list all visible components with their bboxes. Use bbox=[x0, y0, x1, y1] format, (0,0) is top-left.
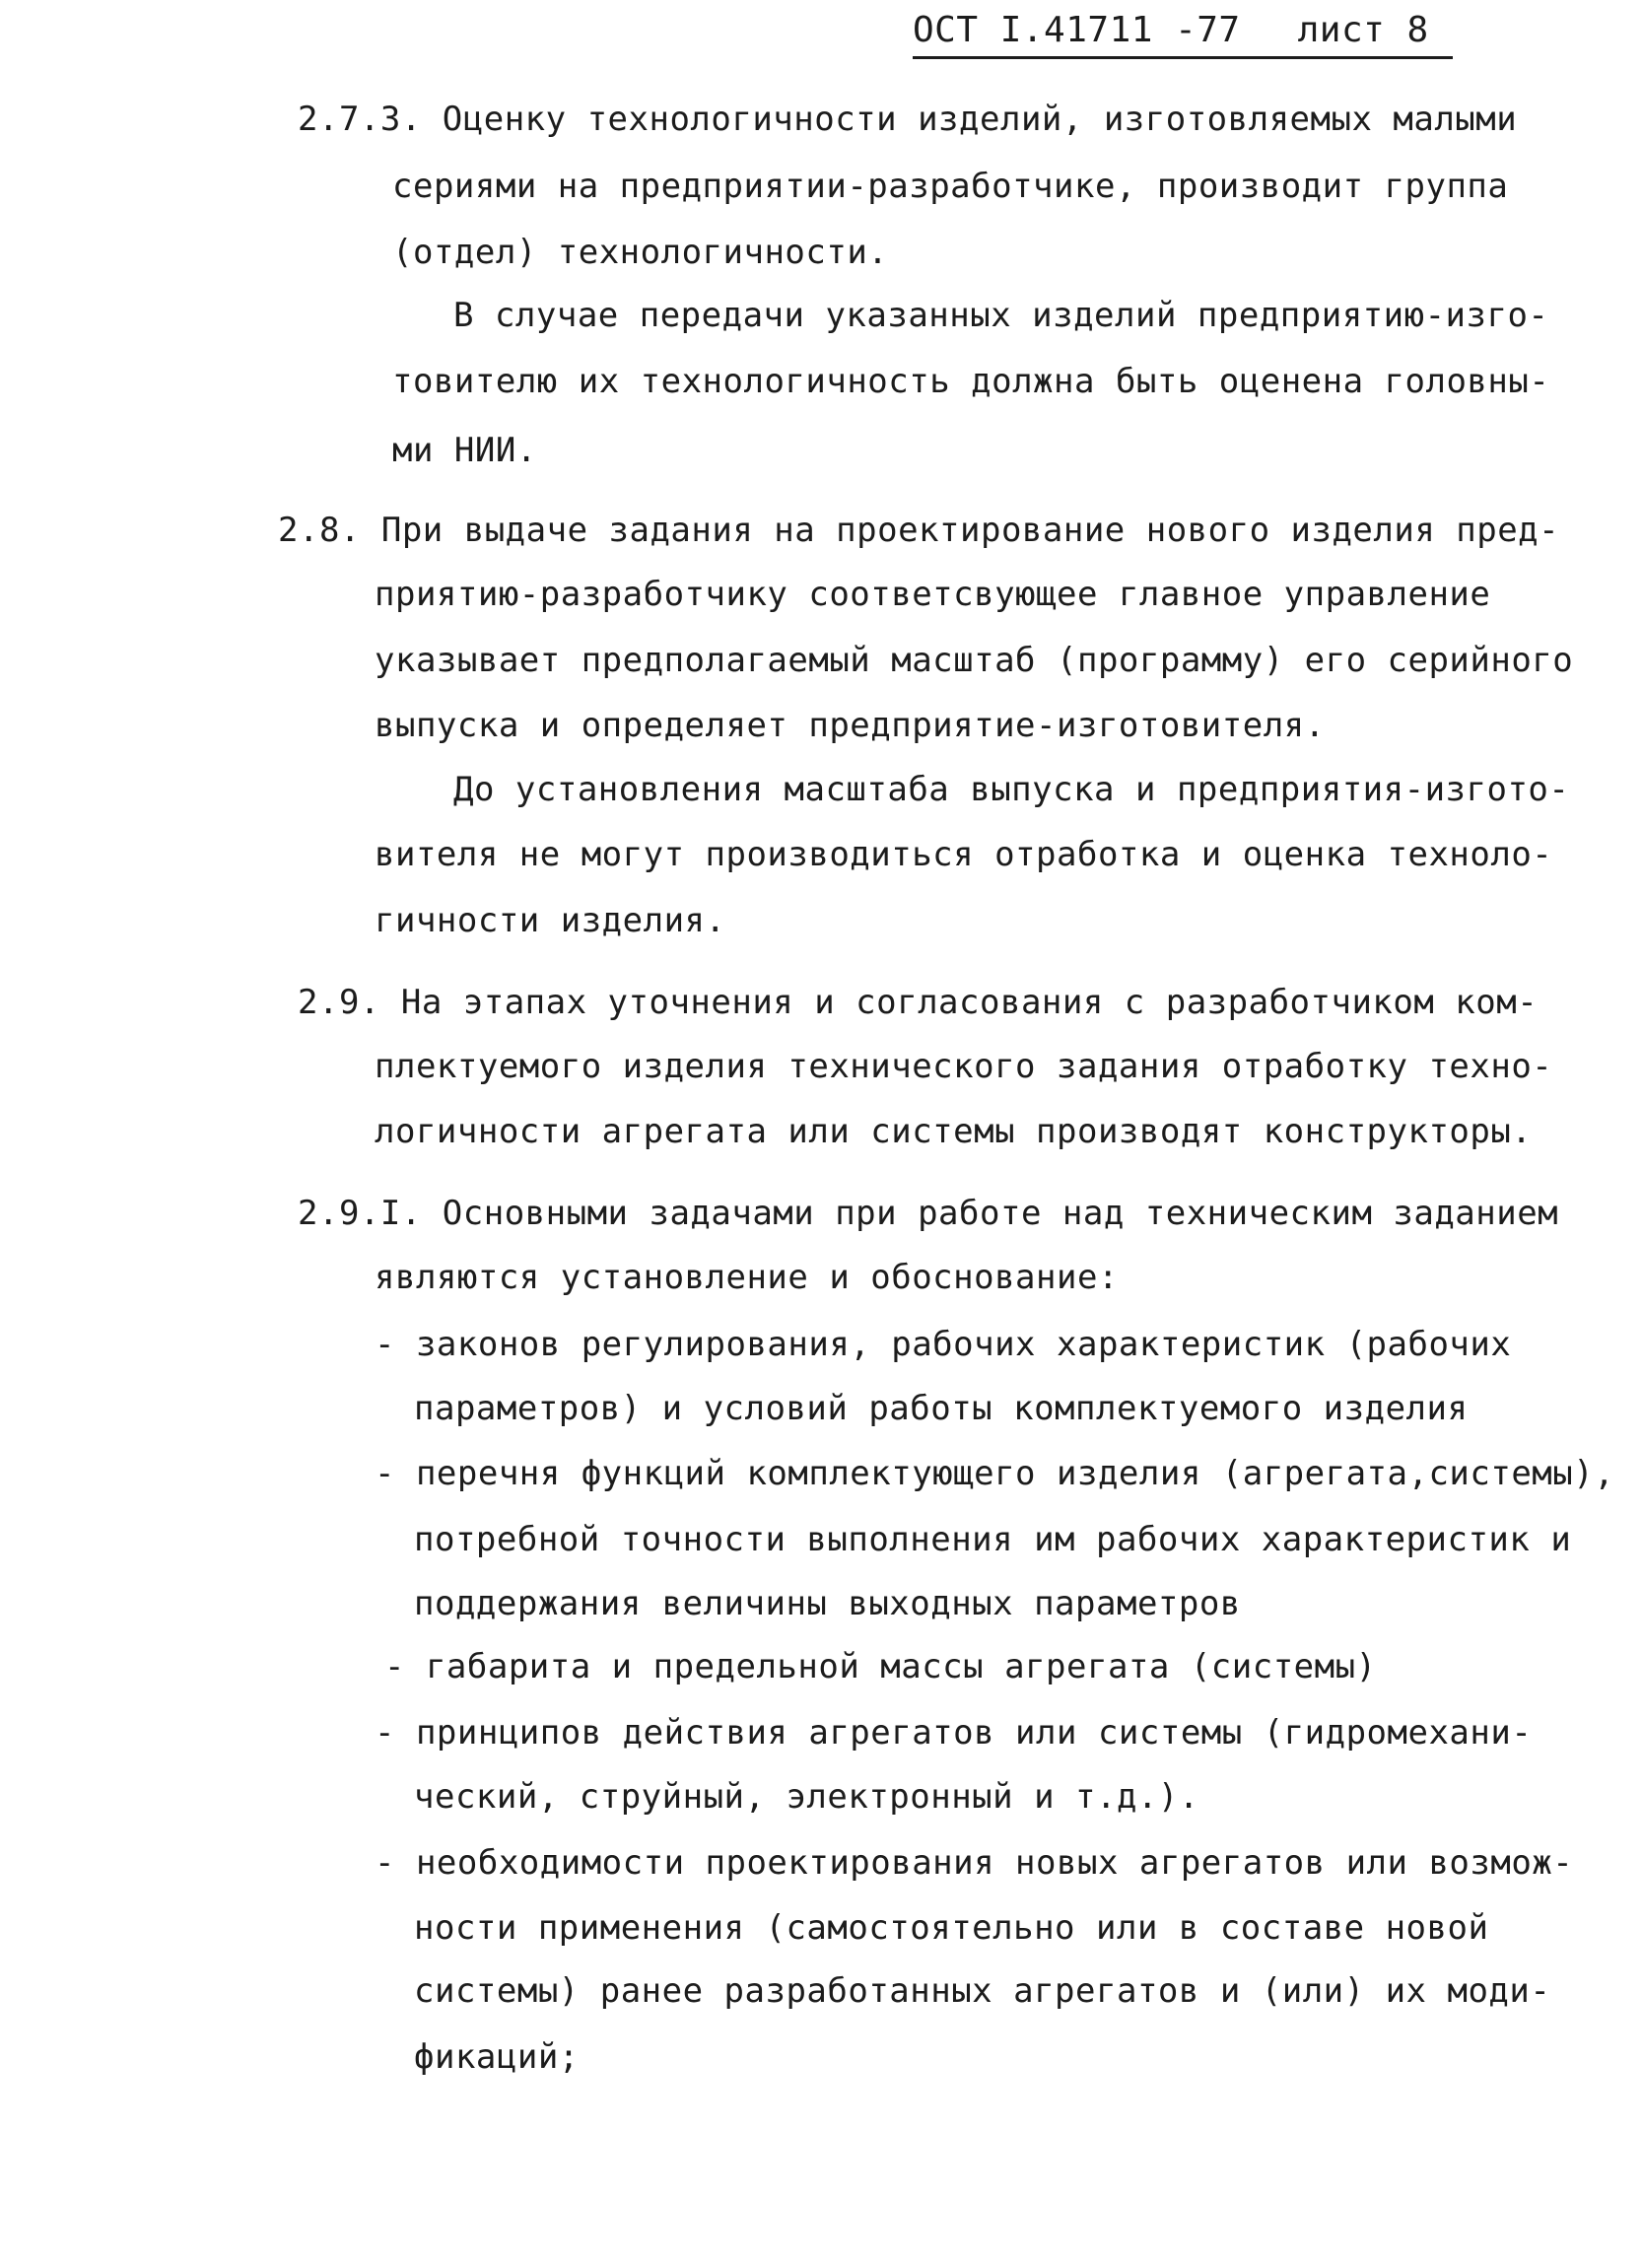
text-line: 2.9. На этапах уточнения и согласования с разработчиком ком- bbox=[298, 983, 1539, 1022]
text-line: являются установление и обоснование: bbox=[375, 1258, 1119, 1297]
text-line: параметров) и условий работы комплектуемого изделия bbox=[414, 1389, 1469, 1428]
text-line: 2.9.I. Основными задачами при работе над техническим заданием bbox=[298, 1194, 1559, 1233]
text-line: 2.8. При выдаче задания на проектирование нового изделия пред- bbox=[278, 511, 1560, 550]
text-line: логичности агрегата или системы производят конструкторы. bbox=[375, 1112, 1533, 1151]
text-line: приятию-разработчику соответсвующее главное управление bbox=[375, 575, 1491, 614]
text-line: В случае передачи указанных изделий предприятию-изго- bbox=[453, 296, 1549, 335]
text-line: вителя не могут производиться отработка и оценка техноло- bbox=[375, 835, 1553, 874]
list-item: - принципов действия агрегатов или системы (гидромехани- bbox=[375, 1713, 1533, 1753]
page-header bbox=[913, 10, 1453, 59]
text-line: гичности изделия. bbox=[375, 901, 726, 940]
text-line: ми НИИ. bbox=[392, 431, 537, 470]
text-line: системы) ранее разработанных агрегатов и (или) их моди- bbox=[414, 1971, 1551, 2011]
text-line: указывает предполагаемый масштаб (программу) его серийного bbox=[375, 641, 1574, 680]
text-line: сериями на предприятии-разработчике, производит группа bbox=[392, 167, 1509, 206]
sheet-number: лист 8 bbox=[1297, 10, 1429, 50]
list-item: - перечня функций комплектующего изделия (агрегата,системы), bbox=[375, 1454, 1615, 1493]
list-item: - габарита и предельной массы агрегата (системы) bbox=[384, 1647, 1377, 1686]
text-line: 2.7.3. Оценку технологичности изделий, изготовляемых малыми bbox=[298, 100, 1518, 139]
text-line: товителю их технологичность должна быть оценена головны- bbox=[392, 362, 1550, 401]
text-line: выпуска и определяет предприятие-изготовителя. bbox=[375, 706, 1326, 745]
list-item: - необходимости проектирования новых агрегатов или возмож- bbox=[375, 1843, 1574, 1883]
text-line: плектуемого изделия технического задания отработку техно- bbox=[375, 1047, 1553, 1086]
text-line: (отдел) технологичности. bbox=[392, 233, 889, 272]
text-line: поддержания величины выходных параметров bbox=[414, 1584, 1241, 1623]
text-line: фикаций; bbox=[414, 2037, 580, 2077]
list-item: - законов регулирования, рабочих характеристик (рабочих bbox=[375, 1325, 1512, 1364]
text-line: ческий, струйный, электронный и т.д.). bbox=[414, 1777, 1199, 1817]
text-line: ности применения (самостоятельно или в составе новой bbox=[414, 1908, 1489, 1948]
text-line: До установления масштаба выпуска и предприятия-изгото- bbox=[453, 770, 1570, 809]
text-line: потребной точности выполнения им рабочих характеристик и bbox=[414, 1520, 1572, 1559]
standard-number: ОСТ I.41711 -77 bbox=[913, 10, 1241, 50]
